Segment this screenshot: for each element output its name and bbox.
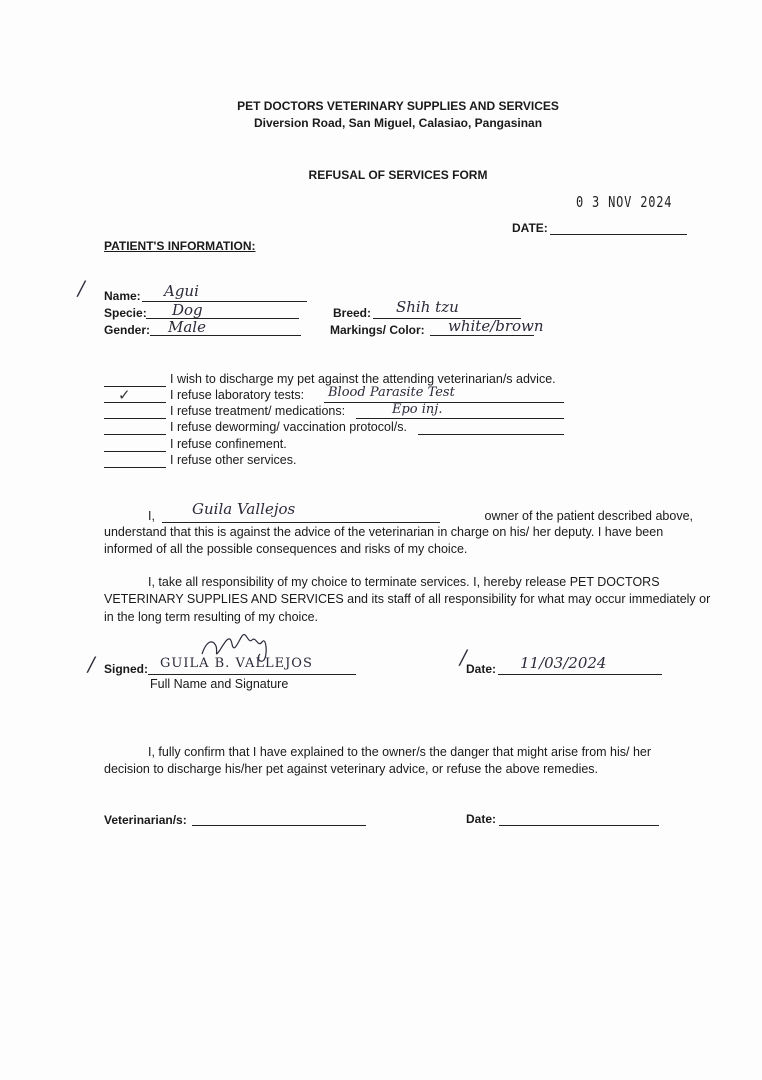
name-label: Name: [104,289,141,303]
clinic-address: Diversion Road, San Miguel, Calasiao, Pangasinan [253,116,543,130]
sign-date-value: 11/03/2024 [520,654,607,672]
date-label: DATE: [512,221,548,235]
signature-caption: Full Name and Signature [150,677,289,691]
sign-date-label: Date: [466,662,497,676]
option-5-blank[interactable] [104,451,166,452]
statement-i: I, [148,509,155,523]
release-line-3: in the long term resulting of my choice. [104,610,318,624]
markings-line [430,335,534,336]
option-4-blank[interactable] [104,434,166,435]
owner-name-value: Guila Vallejos [192,500,296,518]
option-3-detail: Epo inj. [392,402,443,417]
gender-value: Male [168,318,206,336]
statement-line-2: understand that this is against the advice of the veterinarian in charge on his/ her deputy. I have been [104,525,664,539]
veterinarian-date-line[interactable] [499,825,659,826]
clinic-name: PET DOCTORS VETERINARY SUPPLIES AND SERVICES [237,99,559,113]
markings-value: white/brown [448,317,544,335]
option-3-blank[interactable] [104,418,166,419]
owner-name-line [162,522,440,523]
specie-value: Dog [172,301,203,319]
option-1-blank[interactable] [104,386,166,387]
statement-owner-tail: owner of the patient described above, [484,509,693,523]
option-4-text: I refuse deworming/ vaccination protocol/s. [170,420,407,434]
sign-date-line [498,674,662,675]
option-6-text: I refuse other services. [170,453,297,467]
option-4-detail-line [418,434,564,435]
markings-label: Markings/ Color: [330,323,425,337]
confirmation-line-2: decision to discharge his/her pet against veterinary advice, or refuse the above remedies. [104,762,599,776]
breed-value: Shih tzu [396,298,459,316]
date-line [550,234,687,235]
veterinarian-date-label: Date: [466,812,497,826]
option-1-text: I wish to discharge my pet against the attending veterinarian/s advice. [170,372,556,386]
option-3-text: I refuse treatment/ medications: [170,404,346,418]
release-line-1: I, take all responsibility of my choice to terminate services. I, hereby release PET DOCTORS [148,575,660,589]
form-title: REFUSAL OF SERVICES FORM [308,168,488,182]
option-5-text: I refuse confinement. [170,437,287,451]
signed-value: GUILA B. VALLEJOS [160,656,313,671]
option-3-detail-line [356,418,564,419]
gender-label: Gender: [104,323,151,337]
veterinarian-line[interactable] [192,825,366,826]
veterinarian-label: Veterinarian/s: [104,813,187,827]
option-6-blank[interactable] [104,467,166,468]
tick-mark-signed: / [88,652,95,676]
name-value: Agui [164,282,199,300]
date-stamp: 0 3 NOV 2024 [576,193,673,211]
option-2-detail: Blood Parasite Test [328,385,455,400]
specie-label: Specie: [104,306,147,320]
signed-label: Signed: [104,662,148,676]
breed-label: Breed: [333,306,372,320]
tick-mark-date: / [460,645,467,669]
name-line [142,301,307,302]
release-line-2: VETERINARY SUPPLIES AND SERVICES and its staff of all responsibility for what may occur immediately or [104,592,711,606]
confirmation-line-1: I, fully confirm that I have explained to the owner/s the danger that might arise from his/ her [148,745,652,759]
tick-mark-name: / [78,276,85,300]
option-2-check-icon: ✓ [118,386,131,404]
option-2-blank[interactable] [104,402,166,403]
statement-line-3: informed of all the possible consequences and risks of my choice. [104,542,468,556]
option-2-text: I refuse laboratory tests: [170,388,305,402]
patient-section-title: PATIENT'S INFORMATION: [104,239,256,253]
signed-line [148,674,356,675]
option-2-detail-line [324,402,564,403]
